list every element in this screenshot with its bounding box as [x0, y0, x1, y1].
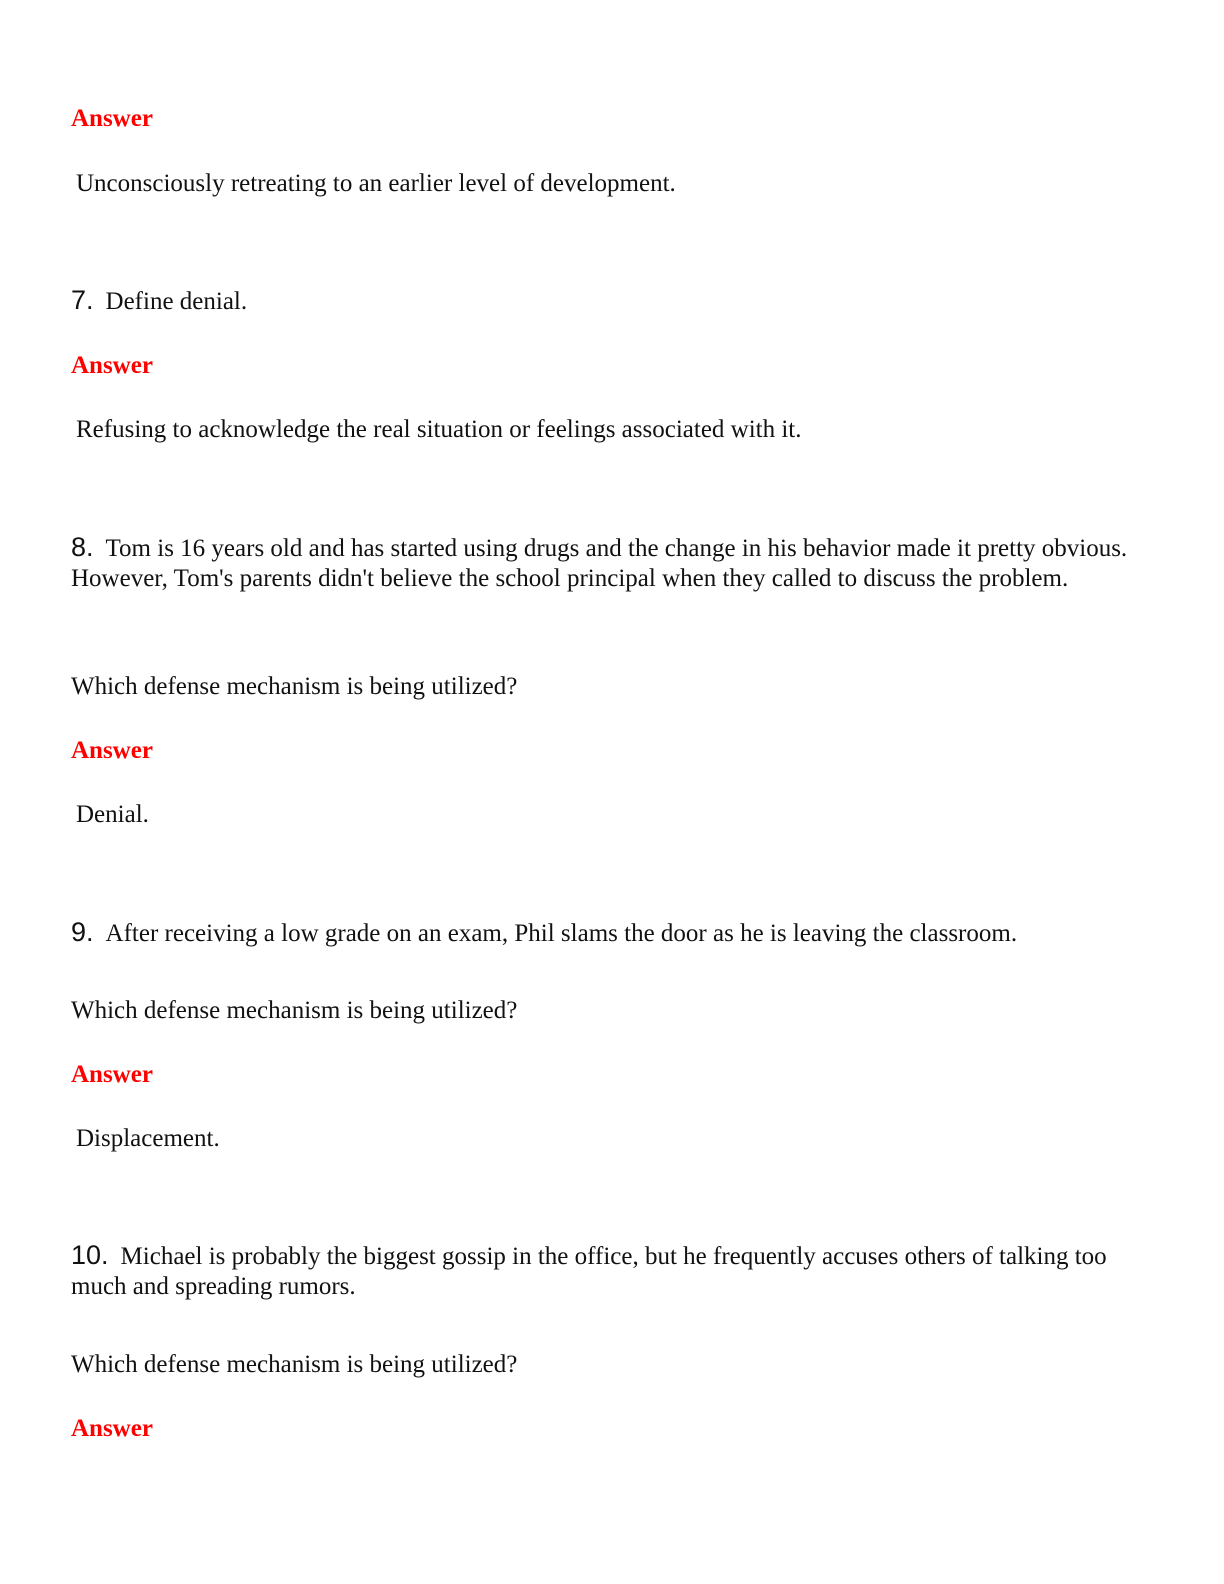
question-prompt: Which defense mechanism is being utilized?: [71, 673, 518, 700]
question-number: 7.: [71, 285, 94, 315]
question-prompt: Which defense mechanism is being utilized?: [71, 997, 518, 1024]
question-7: [71, 285, 1151, 317]
question-text: Michael is probably the biggest gossip in the office, but he frequently accuses others of talking too much and spreading rumors.: [71, 1243, 1107, 1300]
answer-label: Answer: [71, 105, 153, 132]
question-10: [71, 1240, 1151, 1302]
question-number: 10.: [71, 1240, 109, 1270]
answer-label: Answer: [71, 1415, 153, 1442]
question-text: After receiving a low grade on an exam, Phil slams the door as he is leaving the classroom.: [105, 920, 1018, 947]
answer-text: Displacement.: [76, 1125, 220, 1152]
answer-label: Answer: [71, 352, 153, 379]
question-prompt: Which defense mechanism is being utilized?: [71, 1351, 518, 1378]
answer-text: Denial.: [76, 801, 149, 828]
answer-text: Refusing to acknowledge the real situation or feelings associated with it.: [76, 416, 802, 443]
question-number: 9.: [71, 917, 94, 947]
answer-label: Answer: [71, 1061, 153, 1088]
question-9: [71, 917, 1151, 949]
question-text: Tom is 16 years old and has started using drugs and the change in his behavior made it pretty obvious. However, Tom's parents didn't believe the school principal when they called to discuss the problem.: [71, 535, 1128, 592]
answer-text: Unconsciously retreating to an earlier level of development.: [76, 170, 676, 197]
question-text: Define denial.: [105, 288, 248, 315]
question-number: 8.: [71, 532, 94, 562]
question-8: [71, 532, 1151, 594]
answer-label: Answer: [71, 737, 153, 764]
